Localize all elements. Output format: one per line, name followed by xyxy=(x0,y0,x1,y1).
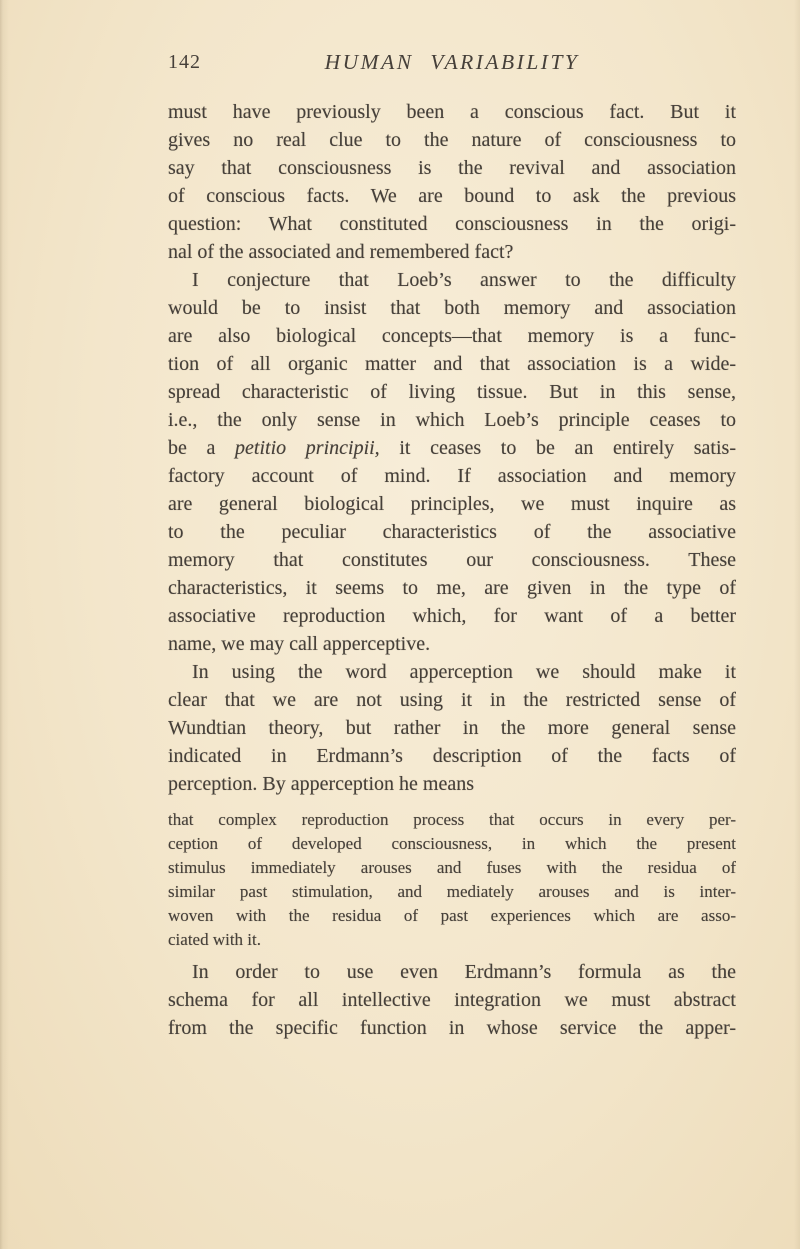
text-line xyxy=(168,770,736,798)
text-line xyxy=(168,406,736,434)
text-segment: similar past stimulation, and mediately arouses and is inter- xyxy=(168,882,736,901)
text-segment: to the peculiar characteristics of the associative xyxy=(168,521,736,543)
text-segment: from the specific function in whose service the apper- xyxy=(168,1017,736,1039)
text-line xyxy=(168,742,736,770)
text-line xyxy=(168,686,736,714)
text-line xyxy=(168,1014,736,1042)
text-segment: woven with the residua of past experiences which are asso- xyxy=(168,906,736,925)
text-line xyxy=(168,378,736,406)
text-segment: question: What constituted consciousness in the origi- xyxy=(168,213,736,235)
text-line xyxy=(168,928,736,952)
text-line xyxy=(168,462,736,490)
text-segment: say that consciousness is the revival and association xyxy=(168,157,736,179)
text-segment: clear that we are not using it in the restricted sense of xyxy=(168,689,736,711)
text-segment: are general biological principles, we must inquire as xyxy=(168,493,736,515)
block-quote xyxy=(168,808,736,952)
text-line xyxy=(168,322,736,350)
text-line xyxy=(168,986,736,1014)
text-line xyxy=(168,546,736,574)
text-line xyxy=(168,126,736,154)
text-segment: that complex reproduction process that occurs in every per- xyxy=(168,810,736,829)
text-segment: gives no real clue to the nature of consciousness to xyxy=(168,129,736,151)
text-line xyxy=(168,880,736,904)
text-segment: factory account of mind. If association and memory xyxy=(168,465,736,487)
text-segment: must have previously been a conscious fact. But it xyxy=(168,101,736,123)
text-segment: memory that constitutes our consciousness. These xyxy=(168,549,736,571)
text-line xyxy=(168,98,736,126)
text-segment: stimulus immediately arouses and fuses with the residua of xyxy=(168,858,736,877)
text-line xyxy=(168,210,736,238)
text-segment: perception. By apperception he means xyxy=(168,773,474,795)
text-segment: associative reproduction which, for want of a better xyxy=(168,605,736,627)
paragraph xyxy=(168,658,736,798)
text-segment: nal of the associated and remembered fact? xyxy=(168,241,514,263)
text-line xyxy=(168,602,736,630)
page-number: 142 xyxy=(168,51,201,73)
text-segment: indicated in Erdmann’s description of the facts of xyxy=(168,745,736,767)
text-segment: i.e., the only sense in which Loeb’s principle ceases to xyxy=(168,409,736,431)
text-segment: Wundtian theory, but rather in the more general sense xyxy=(168,717,736,739)
text-line xyxy=(168,714,736,742)
text-line xyxy=(168,574,736,602)
paragraph xyxy=(168,958,736,1042)
text-segment: tion of all organic matter and that association is a wide- xyxy=(168,353,736,375)
text-line xyxy=(168,832,736,856)
text-line xyxy=(168,182,736,210)
text-segment: In using the word apperception we should make it xyxy=(192,661,736,683)
text-line xyxy=(168,658,736,686)
italic-text: petitio principii, xyxy=(235,437,380,459)
paragraph xyxy=(168,266,736,658)
text-segment: of conscious facts. We are bound to ask the previous xyxy=(168,185,736,207)
text-line xyxy=(168,154,736,182)
text-line xyxy=(168,294,736,322)
text-line xyxy=(168,238,736,266)
text-line xyxy=(168,434,736,462)
page-text xyxy=(168,98,736,1042)
running-title: HUMAN VARIABILITY xyxy=(324,50,580,74)
text-line xyxy=(168,490,736,518)
text-line xyxy=(168,518,736,546)
text-segment: ception of developed consciousness, in which the present xyxy=(168,834,736,853)
text-segment: be a xyxy=(168,437,236,459)
text-line xyxy=(168,856,736,880)
text-segment: ciated with it. xyxy=(168,930,262,949)
text-segment: In order to use even Erdmann’s formula as the xyxy=(192,961,736,983)
text-segment: would be to insist that both memory and association xyxy=(168,297,736,319)
text-segment: name, we may call apperceptive. xyxy=(168,633,431,655)
text-line xyxy=(168,958,736,986)
text-segment: characteristics, it seems to me, are given in the type of xyxy=(168,577,736,599)
text-segment: spread characteristic of living tissue. But in this sense, xyxy=(168,381,736,403)
text-segment: are also biological concepts—that memory is a func- xyxy=(168,325,736,347)
text-segment: I conjecture that Loeb’s answer to the difficulty xyxy=(192,269,736,291)
paragraph xyxy=(168,98,736,266)
text-line xyxy=(168,630,736,658)
text-segment: schema for all intellective integration we must abstract xyxy=(168,989,736,1011)
text-line xyxy=(168,904,736,928)
text-line xyxy=(168,350,736,378)
text-line xyxy=(168,266,736,294)
page-header xyxy=(168,50,736,80)
text-segment: it ceases to be an entirely satis- xyxy=(379,437,736,459)
text-line xyxy=(168,808,736,832)
